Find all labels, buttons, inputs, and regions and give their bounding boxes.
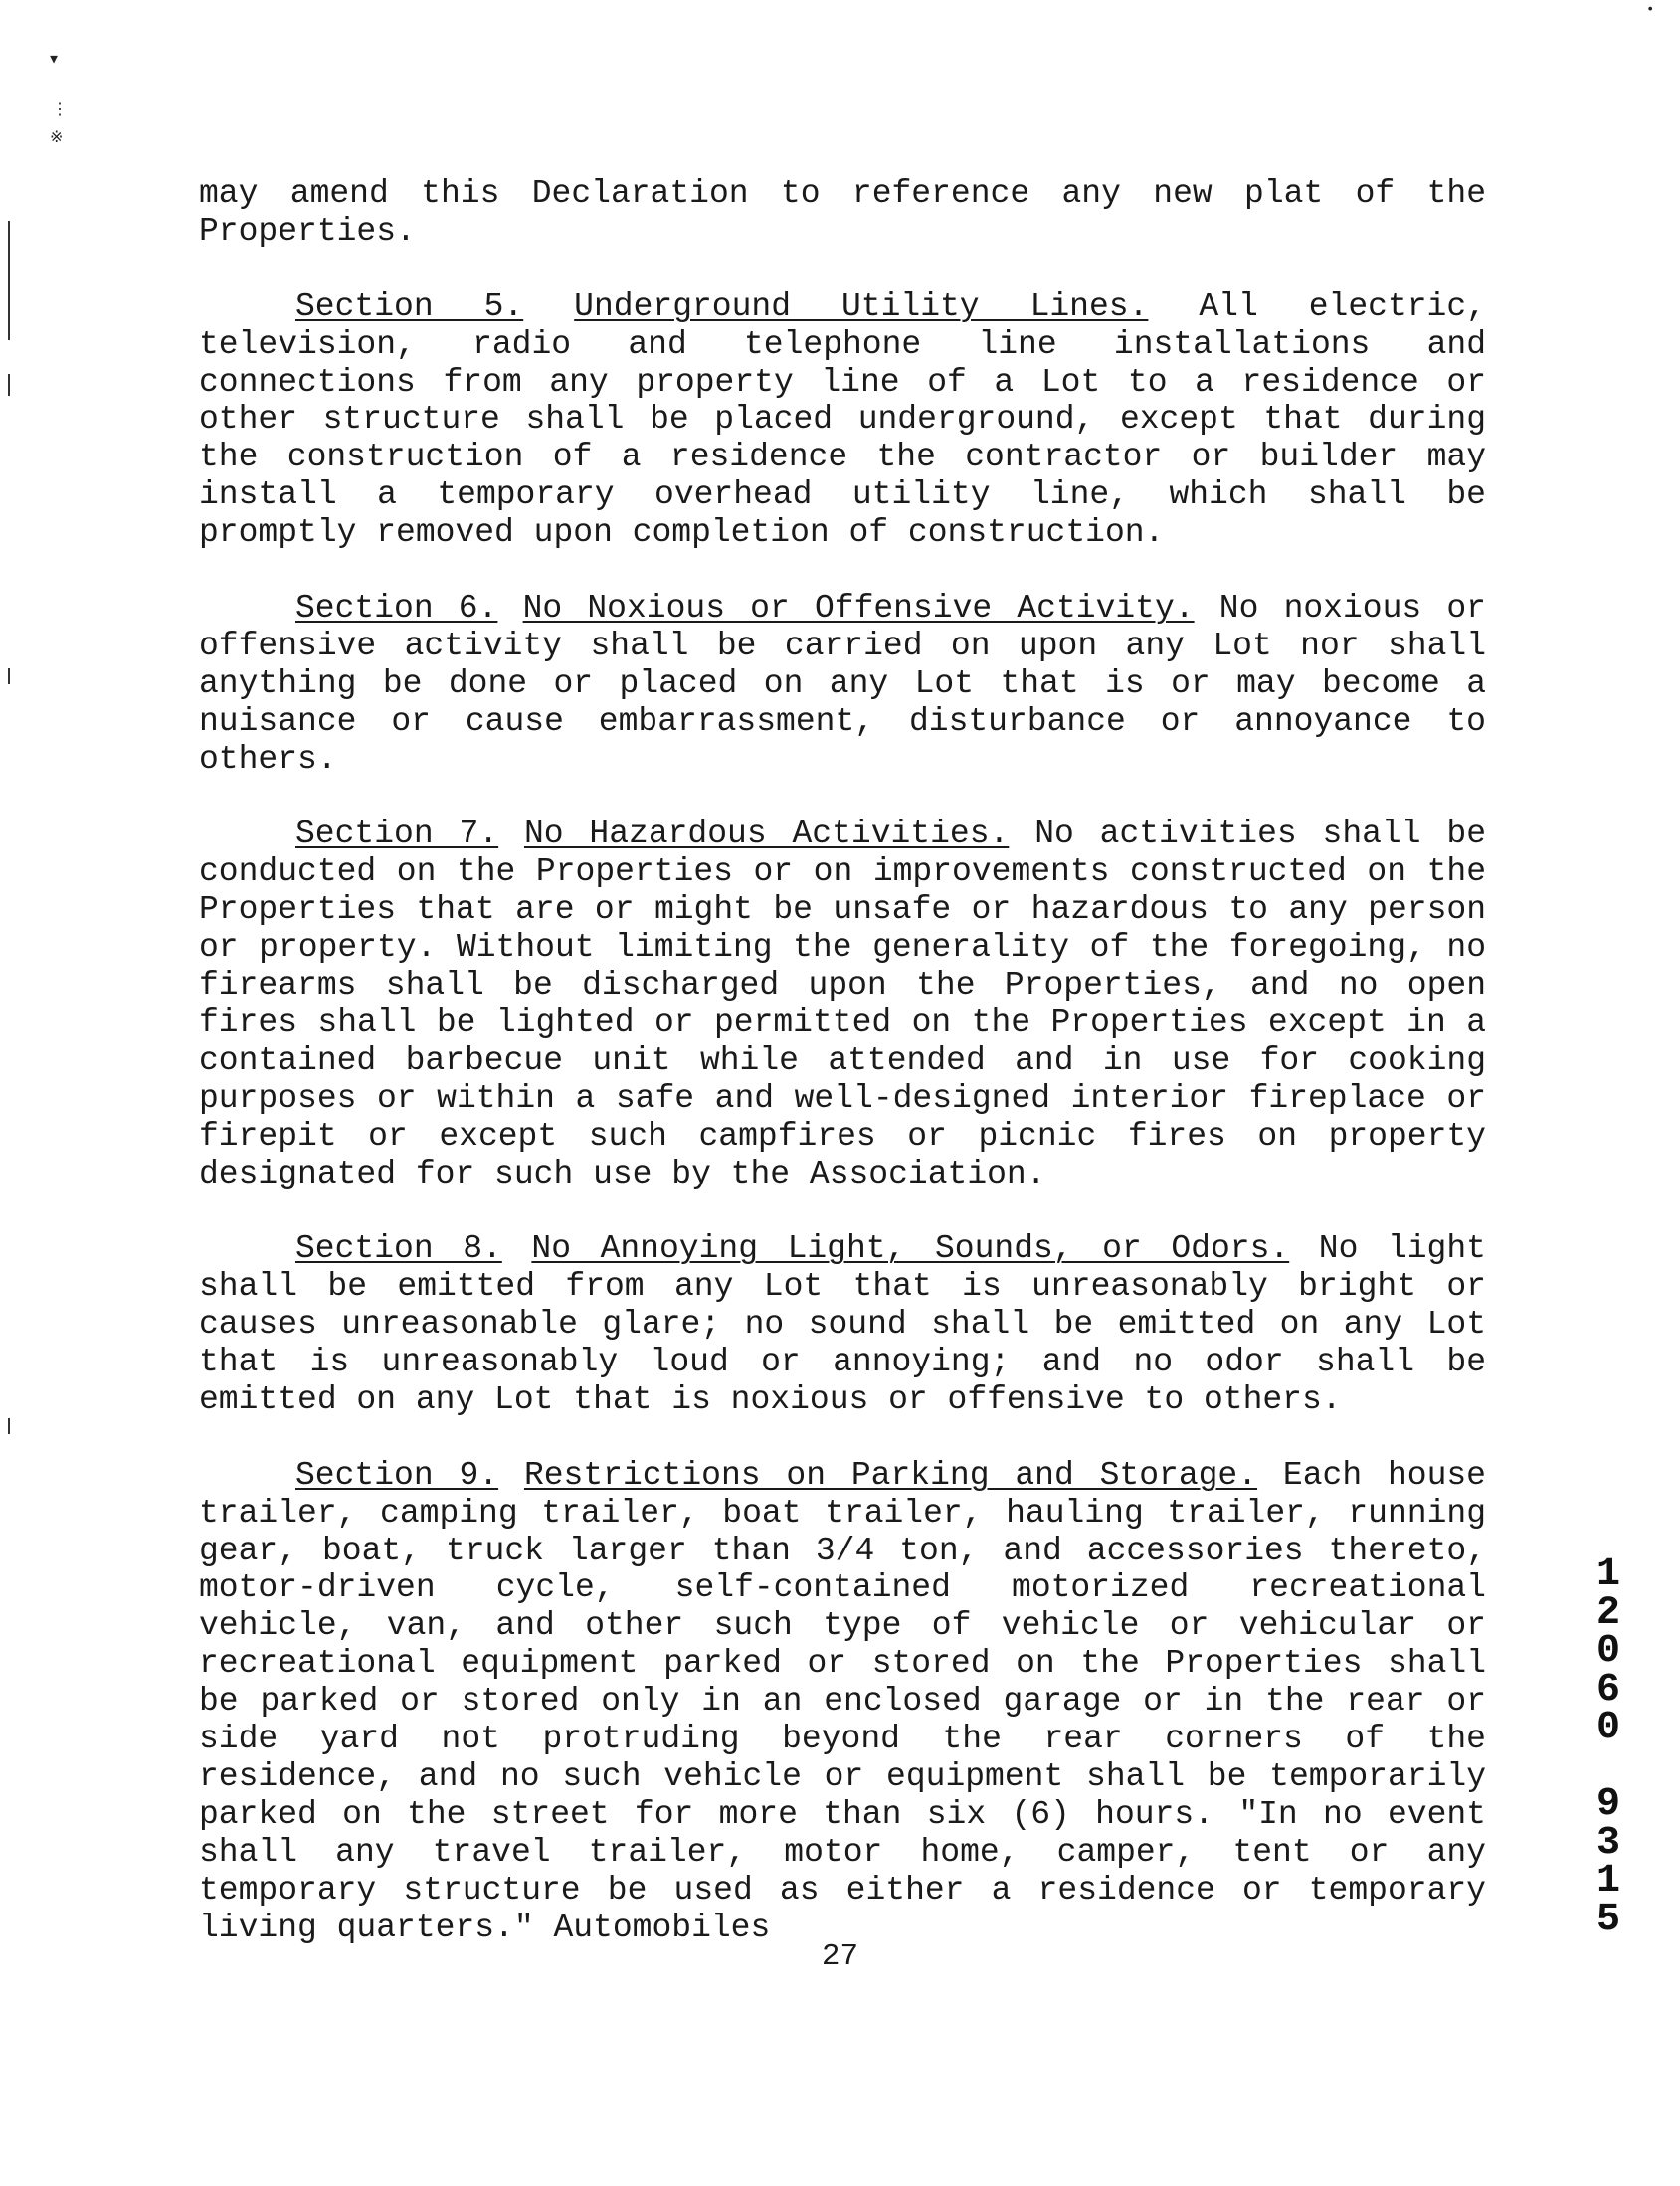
stamp-digit: 2 bbox=[1595, 1590, 1620, 1636]
scan-mark-middle: ⋮ bbox=[52, 101, 68, 119]
document-body bbox=[199, 175, 1486, 1984]
stamp-gap bbox=[1588, 1748, 1628, 1787]
section-8-title: No Annoying Light, Sounds, or Odors. bbox=[531, 1230, 1290, 1268]
section-5-body: All electric, television, radio and telephone line installations and connections from any property line of a Lot to a residence or other structure shall be placed underground, except that during the construction of a residence the contractor or builder may install a temporary overhead utility line, which shall be promptly removed upon completion of construction. bbox=[199, 287, 1486, 552]
section-6-number: Section 6. bbox=[295, 589, 498, 627]
page-number: 27 bbox=[821, 1939, 859, 1974]
stamp-digit: 0 bbox=[1595, 1706, 1620, 1750]
margin-bar-1 bbox=[8, 221, 10, 340]
section-5-number: Section 5. bbox=[295, 287, 524, 325]
stamp-digit: 1 bbox=[1595, 1552, 1620, 1597]
scan-mark-lower: ※ bbox=[50, 129, 64, 147]
stamp-digit: 3 bbox=[1595, 1820, 1620, 1866]
section-7-number: Section 7. bbox=[295, 816, 499, 853]
margin-bar-4 bbox=[8, 1418, 10, 1434]
stamp-digit: 1 bbox=[1595, 1859, 1620, 1904]
scan-mark-corner: • bbox=[1646, 2, 1655, 18]
section-8-paragraph bbox=[199, 1230, 1486, 1419]
section-6-paragraph bbox=[199, 590, 1486, 779]
section-7-title: No Hazardous Activities. bbox=[523, 816, 1010, 853]
section-7-body: No activities shall be conducted on the Properties or on improvements constructed on the Properties that are or might be unsafe or hazardous to any person or property. Without limiting the generality of the foregoing, no firearms shall be discharged upon the Properties, and no open fires shall be lighted or permitted on the Properties except in a contained barbecue unit while attended and in use for cooking purposes or within a safe and well-designed interior fireplace or firepit or except such campfires or picnic fires on property designated for such use by the Association. bbox=[199, 816, 1486, 1192]
stamp-digit: 0 bbox=[1595, 1629, 1620, 1674]
section-9-number: Section 9. bbox=[295, 1456, 499, 1494]
recording-stamp-number bbox=[1588, 1552, 1628, 1942]
stamp-digit: 6 bbox=[1595, 1667, 1620, 1713]
section-6-body: No noxious or offensive activity shall be carried on upon any Lot nor shall anything be done or placed on any Lot that is or may become a nuisance or cause embarrassment, disturbance or annoyance to others. bbox=[199, 589, 1486, 778]
section-9-title: Restrictions on Parking and Storage. bbox=[523, 1456, 1258, 1494]
margin-bar-3 bbox=[8, 668, 10, 684]
margin-bar-2 bbox=[8, 374, 10, 396]
section-8-body: No light shall be emitted from any Lot that is unreasonably bright or causes unreasonable glare; no sound shall be emitted on any Lot that is unreasonably loud or annoying; and no odor shall be emitted on any Lot that is noxious or offensive to others. bbox=[199, 1230, 1486, 1418]
section-7-paragraph bbox=[199, 816, 1486, 1192]
section-9-body: Each house trailer, camping trailer, boat trailer, hauling trailer, running gear, boat, truck larger than 3/4 ton, and accessories thereto, motor-driven cycle, self-contained motorized recreational vehicle, van, and other such type of vehicle or vehicular or recreational equipment parked or stored on the Properties shall be parked or stored only in an enclosed garage or in the rear or side yard not protruding beyond the rear corners of the residence, and no such vehicle or equipment shall be temporarily parked on the street for more than six (6) hours. "In no event shall any travel trailer, motor home, camper, tent or any temporary structure be used as either a residence or temporary living quarters." Automobiles bbox=[199, 1456, 1486, 1946]
stamp-digit: 5 bbox=[1595, 1897, 1620, 1942]
stamp-digit: 9 bbox=[1595, 1782, 1620, 1827]
section-8-number: Section 8. bbox=[295, 1230, 502, 1268]
section-5-paragraph bbox=[199, 288, 1486, 552]
section-9-paragraph bbox=[199, 1457, 1486, 1947]
section-6-title: No Noxious or Offensive Activity. bbox=[522, 589, 1195, 627]
opening-paragraph: may amend this Declaration to reference any new plat of the Properties. bbox=[199, 175, 1486, 250]
section-5-title: Underground Utility Lines. bbox=[574, 287, 1149, 325]
scan-mark-top: ▾ bbox=[48, 49, 61, 72]
